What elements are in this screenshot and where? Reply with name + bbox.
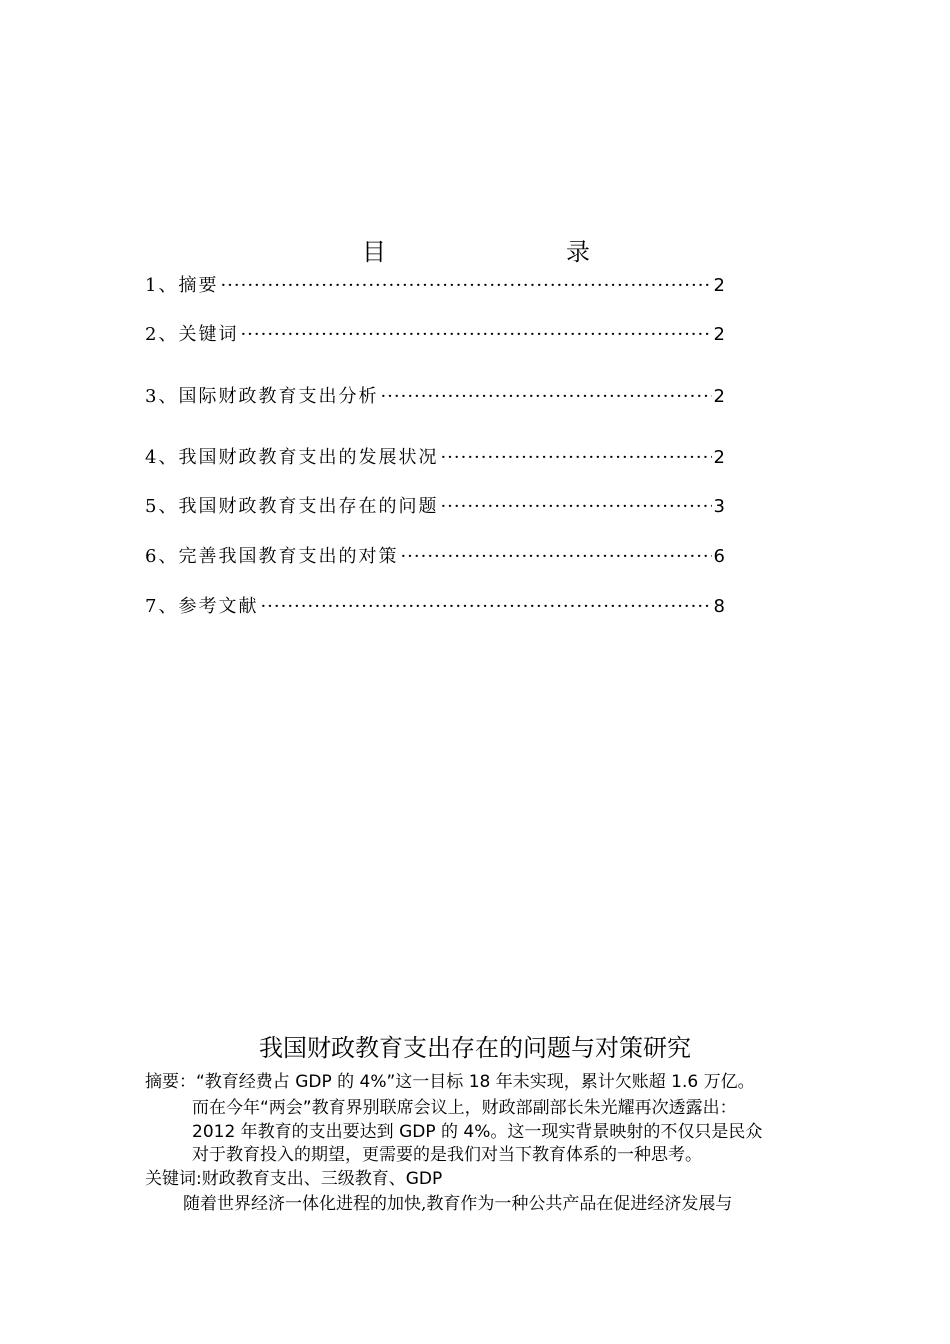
toc-entry-label: 6、完善我国教育支出的对策 [145,546,399,567]
toc-entry[interactable] [145,595,725,619]
toc-entry[interactable] [145,323,725,347]
toc-dot-leader [380,385,711,409]
document-title: 我国财政教育支出存在的问题与对策研究 [259,1034,691,1062]
toc-heading-right: 录 [566,238,590,266]
toc-entry-page: 2 [713,386,725,407]
toc-entry-page: 3 [713,496,725,517]
toc-dot-leader [220,274,711,298]
keywords-line: 关键词:财政教育支出、三级教育、GDP [145,1169,443,1189]
toc-entry-page: 8 [713,596,725,617]
toc-entry-label: 7、参考文献 [145,596,259,617]
toc-entry-page: 2 [713,324,725,345]
toc-entry[interactable] [145,385,725,409]
toc-entry[interactable] [145,545,725,569]
toc-dot-leader [240,323,711,347]
toc-heading-left: 目 [362,238,386,266]
abstract-line: 对于教育投入的期望，更需要的是我们对当下教育体系的一种思考。 [192,1145,702,1165]
body-paragraph-start: 随着世界经济一体化进程的加快,教育作为一种公共产品在促进经济发展与 [183,1194,733,1214]
toc-dot-leader [440,446,711,470]
abstract-line: 2012 年教育的支出要达到 GDP 的 4%。这一现实背景映射的不仅只是民众 [192,1122,763,1142]
abstract-line: 摘要：“教育经费占 GDP 的 4%”这一目标 18 年未实现，累计欠账超 1.6 万亿。 [145,1072,755,1092]
toc-dot-leader [260,595,711,619]
toc-entry-page: 2 [713,275,725,296]
toc-entry-label: 5、我国财政教育支出存在的问题 [145,496,439,517]
toc-entry-label: 4、我国财政教育支出的发展状况 [145,447,439,468]
toc-entry-page: 6 [713,546,725,567]
toc-entry-label: 3、国际财政教育支出分析 [145,386,379,407]
toc-heading [0,232,950,268]
toc-dot-leader [400,545,711,569]
abstract-line: 而在今年“两会”教育界别联席会议上，财政部副部长朱光耀再次透露出： [192,1098,737,1118]
toc-entry[interactable] [145,495,725,519]
toc-dot-leader [440,495,711,519]
toc-entry-label: 2、关键词 [145,324,239,345]
toc-entry-label: 1、摘要 [145,275,219,296]
toc-entry[interactable] [145,274,725,298]
toc-entry-page: 2 [713,447,725,468]
toc-entry[interactable] [145,446,725,470]
